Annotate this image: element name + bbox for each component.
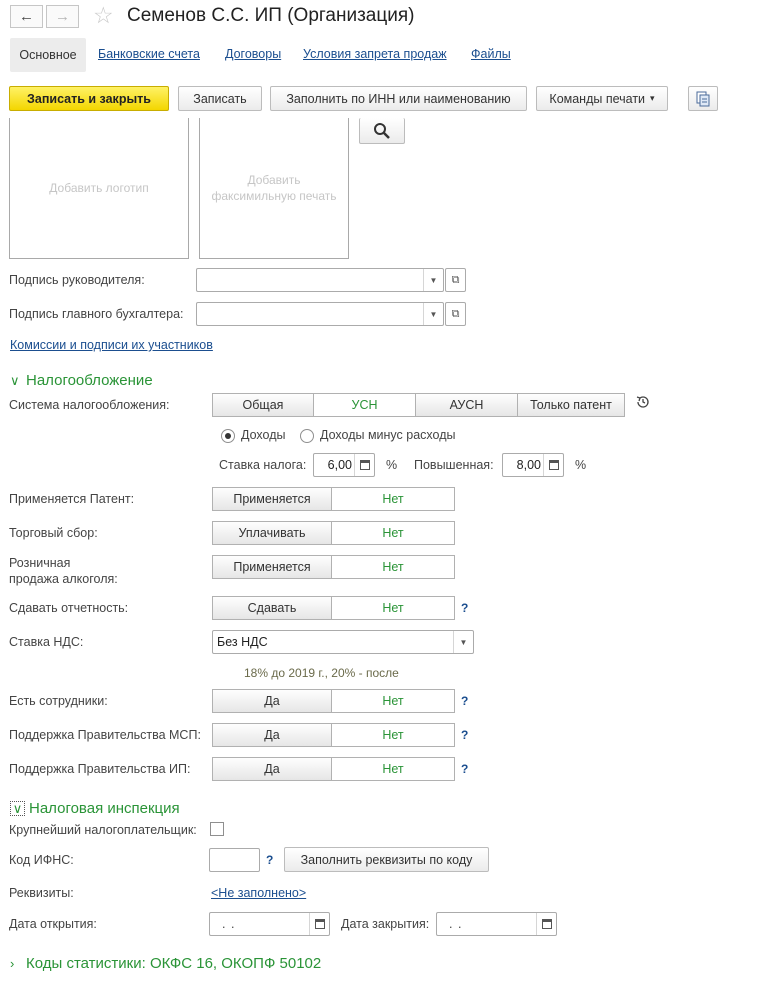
open-head-signature-button[interactable] xyxy=(445,268,466,292)
save-button[interactable]: Записать xyxy=(178,86,262,111)
accountant-signature-field[interactable] xyxy=(196,302,444,326)
alcohol-switch[interactable] xyxy=(212,555,455,579)
tab-contracts[interactable]: Договоры xyxy=(225,47,282,61)
calculator-icon[interactable] xyxy=(543,454,563,476)
document-copy-icon xyxy=(695,91,711,107)
vat-rate-value: Без НДС xyxy=(217,635,268,649)
trade-fee-switch[interactable] xyxy=(212,521,455,545)
search-icon xyxy=(373,122,391,140)
ip-support-label: Поддержка Правительства ИП: xyxy=(9,762,191,776)
taxation-section-title: Налогообложение xyxy=(26,372,153,389)
msp-support-switch[interactable] xyxy=(212,723,455,747)
arrow-left-icon: ← xyxy=(19,8,34,25)
patent-apply-option[interactable]: Применяется xyxy=(212,487,332,511)
open-date-field[interactable] xyxy=(209,912,330,936)
msp-support-no-option[interactable]: Нет xyxy=(331,723,455,747)
head-signature-field[interactable] xyxy=(196,268,444,292)
tax-system-usn[interactable]: УСН xyxy=(313,393,416,417)
large-taxpayer-label: Крупнейший налогоплательщик: xyxy=(9,823,197,837)
chevron-down-icon[interactable]: ▼ xyxy=(423,269,443,291)
patent-label: Применяется Патент: xyxy=(9,492,135,506)
close-date-field[interactable] xyxy=(436,912,557,936)
save-and-close-button[interactable]: Записать и закрыть xyxy=(9,86,169,111)
logo-image-box[interactable] xyxy=(9,118,189,259)
accountant-signature-label: Подпись главного бухгалтера: xyxy=(9,307,184,321)
msp-support-help-icon[interactable]: ? xyxy=(461,728,469,742)
patent-no-option[interactable]: Нет xyxy=(331,487,455,511)
history-icon-svg xyxy=(635,394,651,410)
tab-bank-accounts[interactable]: Банковские счета xyxy=(98,47,200,61)
increased-rate-value: 8,00 xyxy=(516,458,541,472)
vat-rate-hint: 18% до 2019 г., 20% - после xyxy=(244,666,399,680)
chevron-down-icon[interactable]: ▼ xyxy=(453,631,473,653)
object-income-label: Доходы xyxy=(241,428,286,442)
open-accountant-signature-button[interactable] xyxy=(445,302,466,326)
employees-yes-option[interactable]: Да xyxy=(212,689,332,713)
close-date-label: Дата закрытия: xyxy=(341,917,430,931)
inspection-section-header[interactable] xyxy=(10,800,180,818)
reporting-switch[interactable] xyxy=(212,596,455,620)
stamp-image-box[interactable] xyxy=(199,118,349,259)
ifns-help-icon[interactable]: ? xyxy=(266,853,274,867)
tax-rate-value: 6,00 xyxy=(327,458,352,472)
ifns-code-label: Код ИФНС: xyxy=(9,853,74,867)
tax-system-label: Система налогообложения: xyxy=(9,398,170,412)
calculator-icon[interactable] xyxy=(354,454,374,476)
calendar-icon[interactable] xyxy=(536,913,556,935)
chevron-down-icon: ∨ xyxy=(10,373,20,388)
trade-fee-pay-option[interactable]: Уплачивать xyxy=(212,521,332,545)
vat-rate-select[interactable] xyxy=(212,630,474,654)
ip-support-yes-option[interactable]: Да xyxy=(212,757,332,781)
close-date-value: . . xyxy=(449,917,463,931)
tab-files[interactable]: Файлы xyxy=(471,47,511,61)
arrow-right-icon: → xyxy=(55,8,70,25)
ip-support-no-option[interactable]: Нет xyxy=(331,757,455,781)
stamp-placeholder: Добавить факсимильную печать xyxy=(211,173,337,203)
reporting-no-option[interactable]: Нет xyxy=(331,596,455,620)
ip-support-switch[interactable] xyxy=(212,757,455,781)
employees-help-icon[interactable]: ? xyxy=(461,694,469,708)
msp-support-label: Поддержка Правительства МСП: xyxy=(9,728,201,742)
tax-rate-label: Ставка налога: xyxy=(219,458,307,472)
statistics-section-title: Коды статистики: ОКФС 16, ОКОПФ 50102 xyxy=(26,955,322,972)
search-button[interactable] xyxy=(359,118,405,144)
print-commands-button[interactable] xyxy=(536,86,668,111)
alcohol-apply-option[interactable]: Применяется xyxy=(212,555,332,579)
tab-sale-restrictions[interactable]: Условия запрета продаж xyxy=(303,47,447,61)
chevron-down-icon: ▾ xyxy=(650,93,655,103)
open-date-value: . . xyxy=(222,917,236,931)
percent-sign: % xyxy=(386,458,398,472)
msp-support-yes-option[interactable]: Да xyxy=(212,723,332,747)
large-taxpayer-checkbox[interactable] xyxy=(210,822,224,836)
open-window-icon: ⧉ xyxy=(451,273,460,286)
inspection-section-title: Налоговая инспекция xyxy=(29,800,180,817)
logo-placeholder: Добавить логотип xyxy=(49,181,149,195)
calendar-icon[interactable] xyxy=(309,913,329,935)
forward-button[interactable] xyxy=(46,5,79,28)
reporting-help-icon[interactable]: ? xyxy=(461,601,469,615)
tab-main[interactable] xyxy=(10,38,86,72)
employees-no-option[interactable]: Нет xyxy=(331,689,455,713)
statistics-section-header[interactable] xyxy=(10,955,321,973)
ifns-code-input[interactable] xyxy=(209,848,260,872)
trade-fee-label: Торговый сбор: xyxy=(9,526,98,540)
history-icon[interactable] xyxy=(635,394,651,413)
requisites-link[interactable]: <Не заполнено> xyxy=(211,886,307,900)
star-icon[interactable]: ☆ xyxy=(93,2,114,28)
taxation-section-header[interactable] xyxy=(10,372,153,390)
chevron-down-icon[interactable]: ▼ xyxy=(423,303,443,325)
open-date-label: Дата открытия: xyxy=(9,917,97,931)
open-window-icon: ⧉ xyxy=(451,307,460,320)
object-income-minus-expenses-radio[interactable] xyxy=(300,429,314,443)
ip-support-help-icon[interactable]: ? xyxy=(461,762,469,776)
employees-label: Есть сотрудники: xyxy=(9,694,108,708)
commissions-link[interactable]: Комиссии и подписи их участников xyxy=(10,338,213,352)
patent-switch[interactable] xyxy=(212,487,455,511)
fill-by-code-button[interactable]: Заполнить реквизиты по коду xyxy=(284,847,489,872)
trade-fee-no-option[interactable]: Нет xyxy=(331,521,455,545)
vat-rate-label: Ставка НДС: xyxy=(9,635,84,649)
requisites-label: Реквизиты: xyxy=(9,886,74,900)
increased-rate-label: Повышенная: xyxy=(414,458,494,472)
alcohol-no-option[interactable]: Нет xyxy=(331,555,455,579)
fill-by-inn-button[interactable]: Заполнить по ИНН или наименованию xyxy=(270,86,527,111)
tab-label: Основное xyxy=(19,48,77,62)
alcohol-label-line1: Розничная xyxy=(9,556,71,570)
reporting-submit-option[interactable]: Сдавать xyxy=(212,596,332,620)
alcohol-label-line2: продажа алкоголя: xyxy=(9,572,118,586)
head-signature-label: Подпись руководителя: xyxy=(9,273,145,287)
percent-sign: % xyxy=(575,458,587,472)
tax-system-patent-only[interactable]: Только патент xyxy=(517,393,625,417)
tax-system-general[interactable]: Общая xyxy=(212,393,314,417)
object-income-minus-expenses-label: Доходы минус расходы xyxy=(320,428,456,442)
chevron-down-icon: ∨ xyxy=(10,801,25,816)
reporting-label: Сдавать отчетность: xyxy=(9,601,129,615)
employees-switch[interactable] xyxy=(212,689,455,713)
copy-document-button[interactable] xyxy=(688,86,718,111)
tax-system-switch[interactable] xyxy=(212,393,625,417)
chevron-right-icon: › xyxy=(10,956,15,971)
page-title: Семенов С.С. ИП (Организация) xyxy=(127,5,415,26)
tax-rate-field[interactable] xyxy=(313,453,375,477)
increased-rate-field[interactable] xyxy=(502,453,564,477)
print-commands-label: Команды печати xyxy=(549,91,646,106)
tax-system-ausn[interactable]: АУСН xyxy=(415,393,518,417)
back-button[interactable] xyxy=(10,5,43,28)
object-income-radio[interactable] xyxy=(221,429,235,443)
